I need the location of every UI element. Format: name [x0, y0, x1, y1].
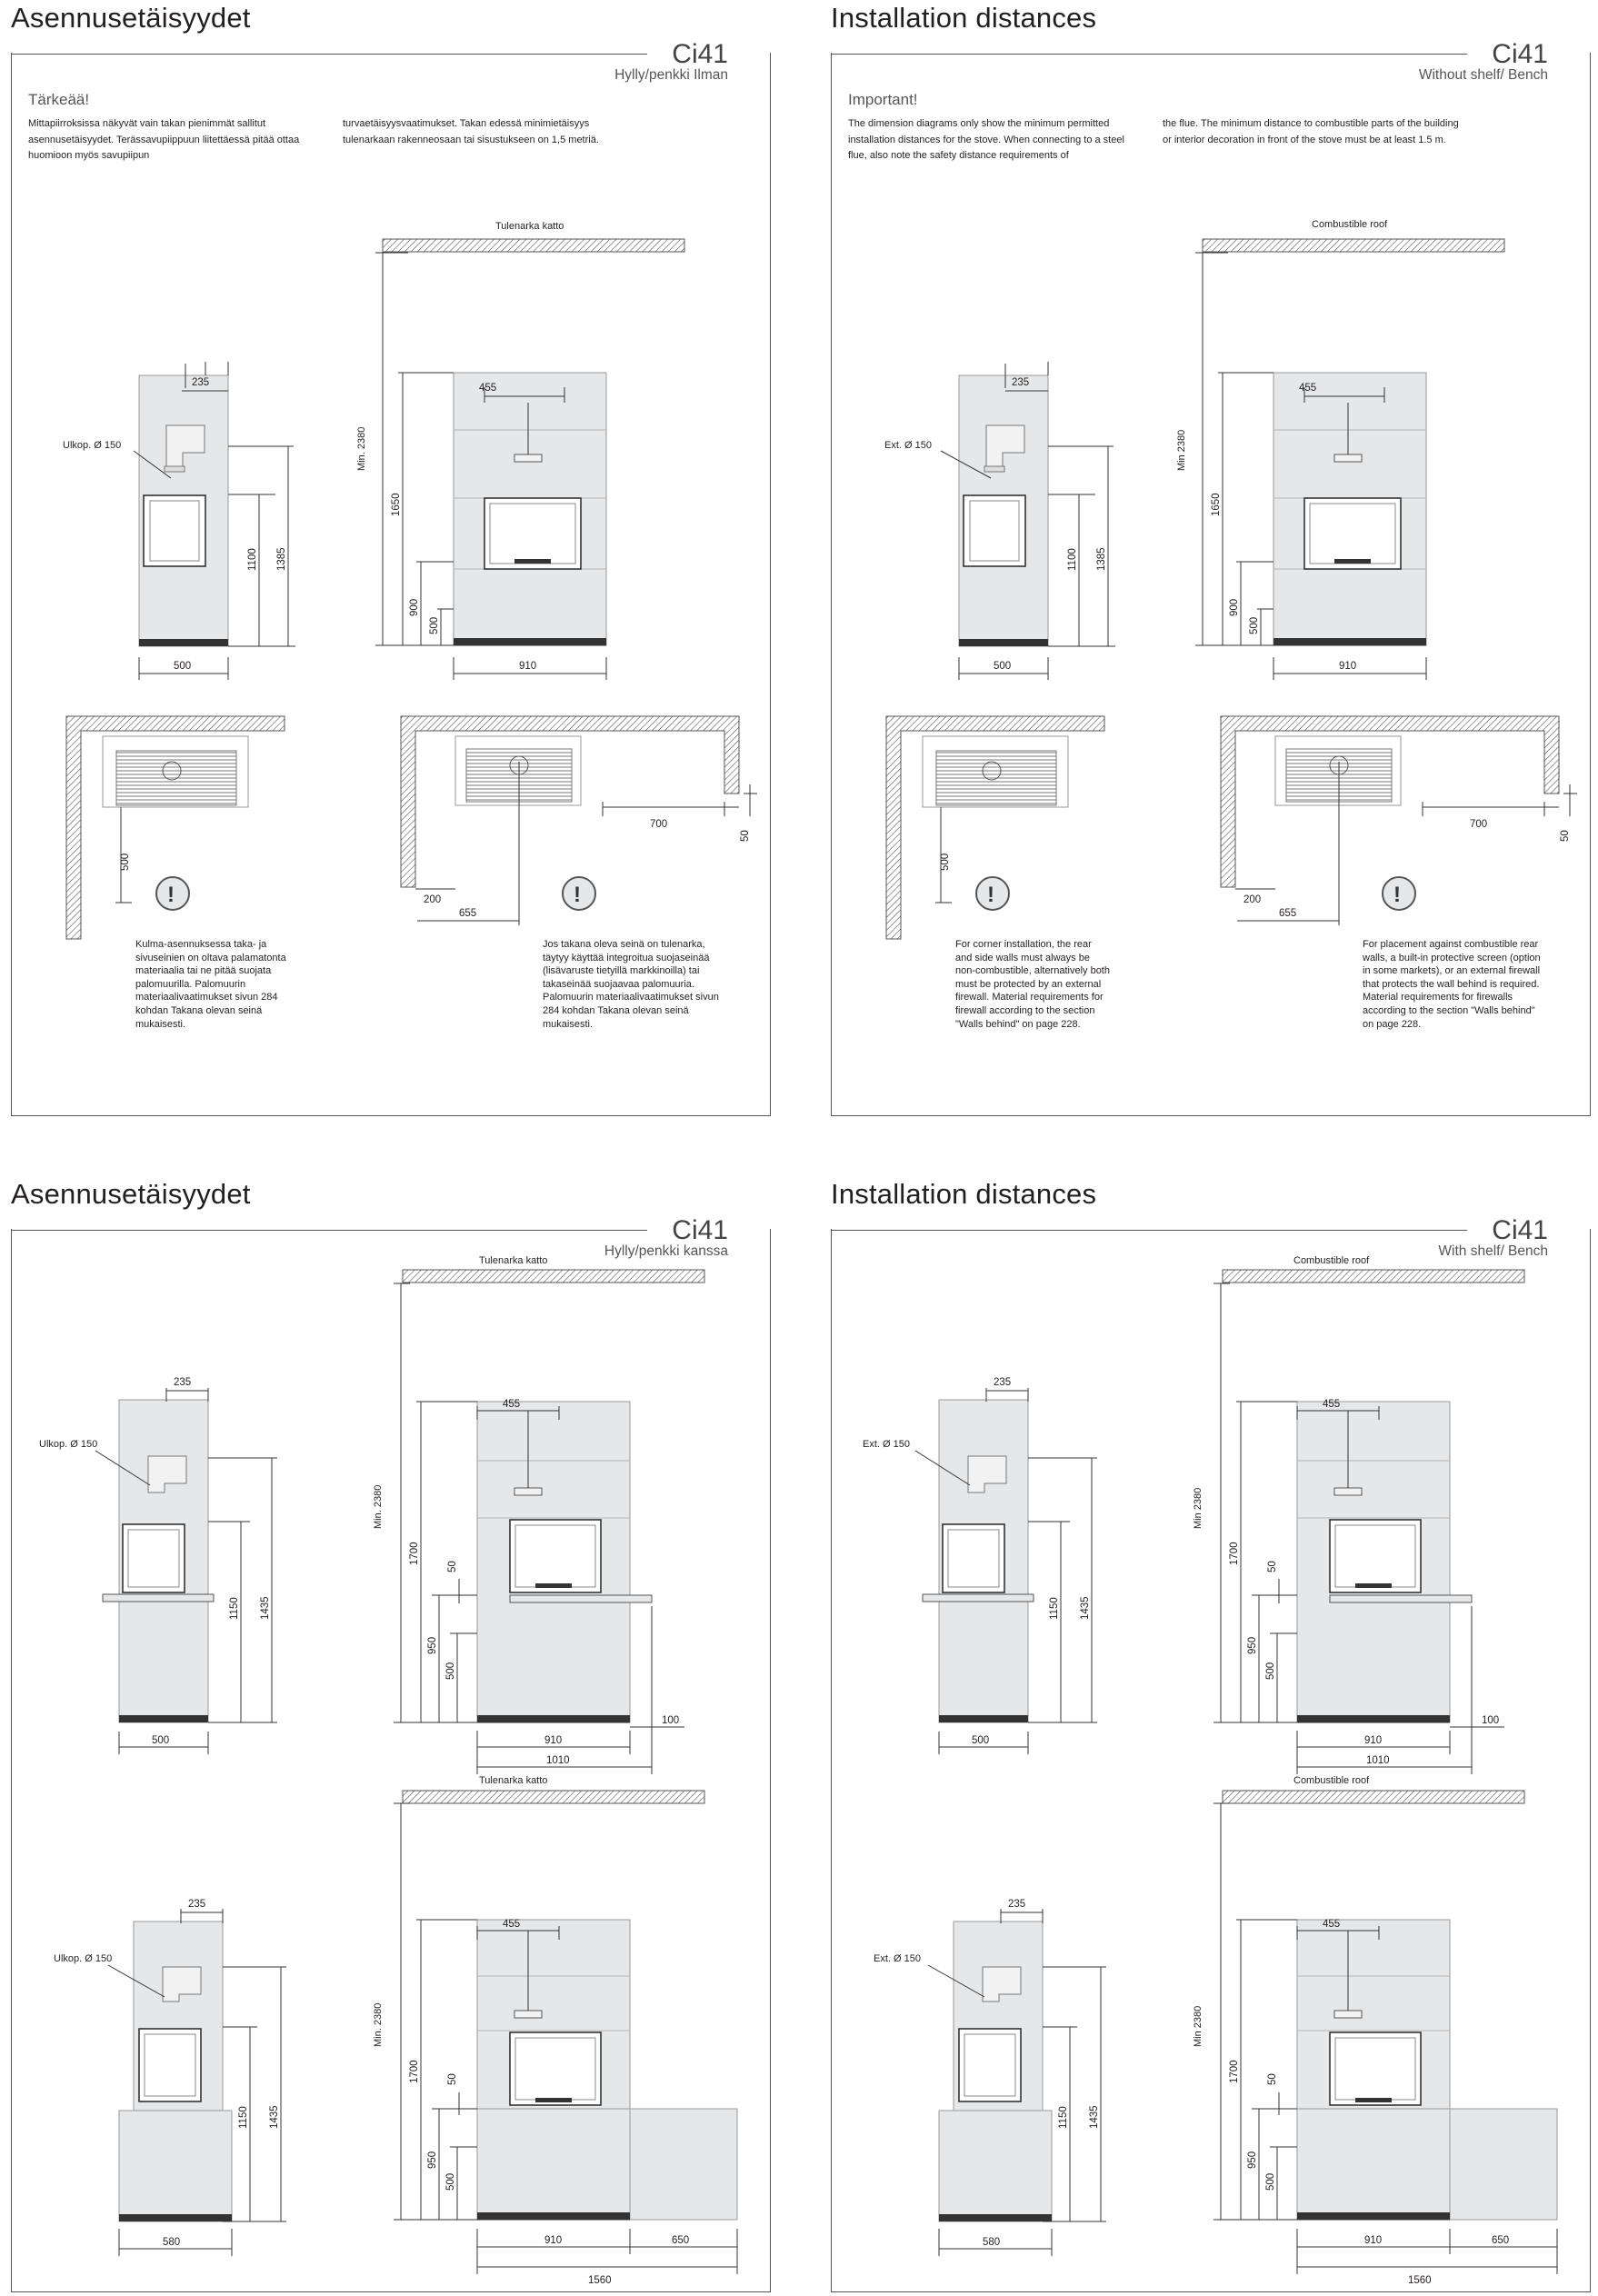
roof-label: Tulenarka katto: [479, 1775, 548, 1786]
stove-side-view: [63, 362, 295, 680]
dimension-label: 580: [983, 2237, 1001, 2248]
roof-label: Combustible roof: [1293, 1255, 1370, 1266]
important-text-col2: the flue. The minimum distance to combustible parts of the building or interior decoration in front of the stove must be at least 1.5 m.: [1163, 118, 1459, 145]
dimension-label: 650: [1492, 2235, 1510, 2246]
dimension-label: 650: [672, 2235, 690, 2246]
dimension-label: 100: [1482, 1715, 1500, 1726]
dimension-label: 1435: [260, 1596, 271, 1620]
important-heading: Important!: [848, 91, 918, 108]
dimension-label: 655: [1279, 908, 1297, 919]
panel-fi-without-shelf: [11, 39, 771, 1116]
dimension-label: 1700: [409, 2060, 420, 2083]
warning-icon: !: [167, 883, 175, 907]
stove-front-view-shelf: [373, 1283, 684, 1774]
dimension-label: 200: [424, 894, 442, 905]
dimension-label: 1385: [276, 547, 287, 571]
dimension-label: 50: [740, 830, 751, 842]
dimension-label: 50: [447, 1561, 458, 1572]
dimension-label: 500: [429, 616, 440, 634]
dimension-label: 1385: [1096, 547, 1107, 571]
dimension-label: 455: [479, 383, 497, 394]
dimension-label: 455: [1323, 1399, 1341, 1410]
corner-installation-note: Kulma-asennuksessa taka- ja sivuseinien on oltava palamatonta materiaalia tai ne pitää suojata palomuurilla. Palomuurin materiaalivaatimukset sivun 284 kohdan Takana olevan seinä mukaisesti.: [135, 939, 286, 1030]
dimension-label: Min 2380: [1193, 1487, 1203, 1529]
dimension-label: 1100: [247, 548, 258, 571]
dimension-label: 235: [174, 1377, 192, 1388]
roof-label: Combustible roof: [1312, 219, 1388, 230]
dimension-label: 50: [1267, 1561, 1278, 1572]
dimension-label: 500: [120, 853, 131, 871]
dimension-label: 235: [1012, 377, 1030, 388]
stove-side-view: [884, 362, 1115, 680]
dimension-label: 1150: [1049, 1597, 1060, 1620]
dimension-label: 455: [1323, 1919, 1341, 1930]
warning-icon: !: [1393, 883, 1401, 907]
dimension-label: 500: [1265, 2172, 1276, 2191]
dimension-label: 1650: [391, 493, 402, 516]
dimension-label: 500: [940, 853, 951, 871]
corner-plan-view: [886, 716, 1104, 939]
page-title-en-bottom: Installation distances: [831, 1178, 1097, 1210]
dimension-label: 655: [459, 908, 477, 919]
stove-side-view-shelf: [863, 1377, 1097, 1754]
stove-side-view-bench: [54, 1899, 286, 2256]
dimension-label: 455: [1299, 383, 1317, 394]
dimension-label: 700: [650, 819, 668, 830]
dimension-label: 910: [1339, 661, 1357, 672]
dimension-label: 1150: [1058, 2106, 1069, 2129]
stove-side-view-shelf: [39, 1377, 277, 1754]
model-name: Ci41: [663, 41, 728, 68]
roof-label: Tulenarka katto: [479, 1255, 548, 1266]
diagram-en-with: [832, 1229, 1592, 2292]
dimension-label: 580: [163, 2237, 181, 2248]
stove-front-view: [1176, 253, 1426, 680]
dimension-label: Min 2380: [1176, 429, 1187, 471]
dimension-label: 1010: [546, 1755, 570, 1766]
dimension-label: 950: [427, 1636, 438, 1654]
dimension-label: 950: [427, 2151, 438, 2169]
important-text-col1: Mittapiirroksissa näkyvät vain takan pienimmät sallitut asennusetäisyydet. Terässavupiippuun liitettäessä pitää ottaa huomioon myös savupiipun: [28, 118, 300, 161]
dimension-label: 910: [519, 661, 537, 672]
dimension-label: Min. 2380: [356, 426, 367, 471]
dimension-label: 455: [503, 1399, 521, 1410]
dimension-label: 1560: [588, 2275, 612, 2286]
dimension-label: Min. 2380: [373, 2002, 384, 2047]
panel-en-without-shelf: [831, 39, 1591, 1116]
dimension-label: 910: [544, 2235, 563, 2246]
page-title-fi-bottom: Asennusetäisyydet: [11, 1178, 251, 1210]
dimension-label: 950: [1247, 1636, 1258, 1654]
stove-front-view-shelf: [1193, 1283, 1504, 1774]
diagram-en-without: [832, 53, 1592, 1116]
flue-label: Ext. Ø 150: [884, 440, 932, 451]
dimension-label: Min. 2380: [373, 1484, 384, 1529]
dimension-label: 235: [188, 1899, 206, 1910]
dimension-label: 455: [503, 1919, 521, 1930]
page-title-en-top: Installation distances: [831, 2, 1097, 34]
dimension-label: 1700: [1229, 2060, 1240, 2083]
dimension-label: Min 2380: [1193, 2005, 1203, 2047]
dimension-label: 235: [994, 1377, 1012, 1388]
dimension-label: 1435: [1089, 2105, 1100, 2129]
diagram-fi-with: [12, 1229, 772, 2292]
dimension-label: 50: [1560, 830, 1571, 842]
dimension-label: 500: [1249, 616, 1260, 634]
dimension-label: 500: [972, 1735, 990, 1746]
model-name: Ci41: [1483, 1217, 1548, 1244]
rear-wall-note: For placement against combustible rear walls, a built-in protective screen (option in some markets), or an external firewall that protects the wall behind is required. Material requirements for firewalls according to the section "Walls behind" on page 228.: [1363, 939, 1541, 1030]
dimension-label: 910: [1364, 2235, 1383, 2246]
variant-subtitle: Hylly/penkki kanssa: [604, 1243, 728, 1259]
corner-installation-note: For corner installation, the rear and side walls must always be non-combustible, alternatively both must be protected by an external firewall. Material requirements for firewall according to the section "Walls behind" on page 228.: [955, 939, 1110, 1030]
variant-subtitle: Without shelf/ Bench: [1418, 67, 1548, 83]
page-title-fi-top: Asennusetäisyydet: [11, 2, 251, 34]
model-name: Ci41: [1483, 41, 1548, 68]
flue-label: Ulkop. Ø 150: [63, 440, 122, 451]
roof-label: Tulenarka katto: [495, 221, 564, 232]
dimension-label: 500: [445, 1662, 456, 1680]
dimension-label: 235: [1008, 1899, 1026, 1910]
flue-label: Ext. Ø 150: [863, 1439, 910, 1450]
dimension-label: 1700: [1229, 1542, 1240, 1565]
diagram-fi-without: [12, 53, 772, 1116]
dimension-label: 1010: [1366, 1755, 1390, 1766]
corner-plan-view: [66, 716, 285, 939]
dimension-label: 1560: [1408, 2275, 1432, 2286]
stove-front-view-bench: [1193, 1803, 1557, 2286]
dimension-label: 500: [994, 661, 1012, 672]
warning-icon: !: [574, 883, 581, 907]
variant-subtitle: With shelf/ Bench: [1438, 1243, 1548, 1259]
dimension-label: 500: [1265, 1662, 1276, 1680]
important-text-col1: The dimension diagrams only show the minimum permitted installation distances for the stove. When connecting to a steel flue, also note the safety distance requirements of: [848, 118, 1124, 161]
dimension-label: 700: [1470, 819, 1488, 830]
rear-wall-plan-view: [401, 716, 757, 925]
dimension-label: 1435: [269, 2105, 280, 2129]
rear-wall-plan-view: [1221, 716, 1577, 925]
flue-label: Ext. Ø 150: [874, 1953, 921, 1964]
dimension-label: 1650: [1211, 493, 1222, 516]
dimension-label: 1100: [1067, 548, 1078, 571]
stove-side-view-bench: [874, 1899, 1106, 2256]
dimension-label: 950: [1247, 2151, 1258, 2169]
dimension-label: 50: [1267, 2073, 1278, 2085]
stove-front-view-bench: [373, 1803, 737, 2286]
dimension-label: 910: [544, 1735, 563, 1746]
dimension-label: 235: [192, 377, 210, 388]
roof-label: Combustible roof: [1293, 1775, 1370, 1786]
dimension-label: 500: [152, 1735, 170, 1746]
warning-icon: !: [987, 883, 994, 907]
dimension-label: 1700: [409, 1542, 420, 1565]
flue-label: Ulkop. Ø 150: [54, 1953, 113, 1964]
panel-fi-with-shelf: [11, 1215, 771, 2292]
model-name: Ci41: [663, 1217, 728, 1244]
dimension-label: 1435: [1080, 1596, 1091, 1620]
dimension-label: 50: [447, 2073, 458, 2085]
dimension-label: 900: [409, 598, 420, 616]
flue-label: Ulkop. Ø 150: [39, 1439, 98, 1450]
dimension-label: 910: [1364, 1735, 1383, 1746]
important-heading: Tärkeää!: [28, 91, 90, 108]
panel-en-with-shelf: [831, 1215, 1591, 2292]
rear-wall-note: Jos takana oleva seinä on tulenarka, täytyy käyttää integroitua suojaseinää (lisävaruste tietyillä markkinoilla) tai takaseinää suojaavaa palomuuria. Palomuurin materiaalivaatimukset sivun 284 kohdan Takana olevan seinä mukaisesti.: [543, 939, 719, 1030]
variant-subtitle: Hylly/penkki Ilman: [614, 67, 728, 83]
dimension-label: 900: [1229, 598, 1240, 616]
dimension-label: 1150: [229, 1597, 240, 1620]
dimension-label: 100: [662, 1715, 680, 1726]
dimension-label: 500: [174, 661, 192, 672]
dimension-label: 500: [445, 2172, 456, 2191]
stove-front-view: [356, 253, 606, 680]
dimension-label: 200: [1243, 894, 1262, 905]
dimension-label: 1150: [238, 2106, 249, 2129]
important-text-col2: turvaetäisyysvaatimukset. Takan edessä minimietäisyys tulenarkaan rakenneosaan tai sisustukseen on 1,5 metriä.: [343, 118, 599, 145]
